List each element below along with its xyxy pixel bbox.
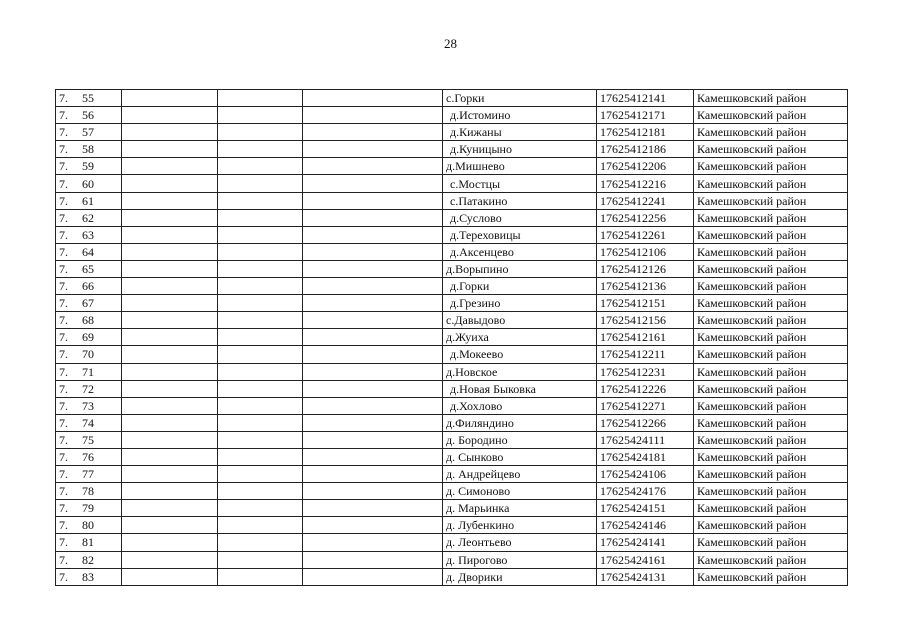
settlement-name: д.Куницыно bbox=[443, 141, 597, 158]
table-row bbox=[56, 158, 848, 175]
settlement-name: д.Ворыпино bbox=[443, 260, 597, 277]
empty-cell-1 bbox=[122, 107, 218, 124]
district-name: Камешковский район bbox=[694, 260, 848, 277]
row-number-cell bbox=[56, 278, 122, 295]
table-row bbox=[56, 90, 848, 107]
empty-cell-3 bbox=[303, 397, 443, 414]
table-row bbox=[56, 209, 848, 226]
row-number-cell bbox=[56, 534, 122, 551]
table-row bbox=[56, 243, 848, 260]
row-number: 55 bbox=[82, 91, 94, 106]
row-number: 83 bbox=[82, 569, 94, 584]
empty-cell-3 bbox=[303, 295, 443, 312]
settlement-name: д.Мишнево bbox=[443, 158, 597, 175]
settlement-name: д.Суслово bbox=[443, 209, 597, 226]
row-number-cell bbox=[56, 260, 122, 277]
settlement-name: д.Жуиха bbox=[443, 329, 597, 346]
table-row bbox=[56, 192, 848, 209]
settlement-name: д. Дворики bbox=[443, 568, 597, 585]
row-number: 65 bbox=[82, 261, 94, 276]
row-number-cell bbox=[56, 500, 122, 517]
district-name: Камешковский район bbox=[694, 534, 848, 551]
oktmo-code: 17625412226 bbox=[597, 380, 694, 397]
district-name: Камешковский район bbox=[694, 448, 848, 465]
row-number-cell bbox=[56, 380, 122, 397]
empty-cell-1 bbox=[122, 226, 218, 243]
row-number-cell bbox=[56, 329, 122, 346]
empty-cell-2 bbox=[218, 483, 303, 500]
table-row bbox=[56, 466, 848, 483]
row-number: 58 bbox=[82, 142, 94, 157]
table-row bbox=[56, 534, 848, 551]
row-section: 7. bbox=[59, 108, 68, 123]
row-number-cell bbox=[56, 414, 122, 431]
table-row bbox=[56, 551, 848, 568]
row-number-cell bbox=[56, 107, 122, 124]
row-section: 7. bbox=[59, 176, 68, 191]
row-section: 7. bbox=[59, 450, 68, 465]
settlement-name: д. Симоново bbox=[443, 483, 597, 500]
empty-cell-1 bbox=[122, 346, 218, 363]
empty-cell-1 bbox=[122, 363, 218, 380]
oktmo-code: 17625424106 bbox=[597, 466, 694, 483]
table-row bbox=[56, 500, 848, 517]
row-number: 63 bbox=[82, 227, 94, 242]
empty-cell-2 bbox=[218, 568, 303, 585]
row-number-cell bbox=[56, 209, 122, 226]
empty-cell-1 bbox=[122, 500, 218, 517]
row-section: 7. bbox=[59, 484, 68, 499]
settlement-name: с.Горки bbox=[443, 90, 597, 107]
empty-cell-1 bbox=[122, 397, 218, 414]
settlement-name: д.Мокеево bbox=[443, 346, 597, 363]
oktmo-code: 17625412141 bbox=[597, 90, 694, 107]
settlement-name: д.Хохлово bbox=[443, 397, 597, 414]
row-number: 61 bbox=[82, 193, 94, 208]
district-name: Камешковский район bbox=[694, 278, 848, 295]
district-name: Камешковский район bbox=[694, 431, 848, 448]
row-section: 7. bbox=[59, 125, 68, 140]
row-section: 7. bbox=[59, 244, 68, 259]
empty-cell-2 bbox=[218, 329, 303, 346]
empty-cell-3 bbox=[303, 380, 443, 397]
empty-cell-2 bbox=[218, 551, 303, 568]
row-number: 72 bbox=[82, 381, 94, 396]
empty-cell-3 bbox=[303, 243, 443, 260]
row-section: 7. bbox=[59, 518, 68, 533]
district-name: Камешковский район bbox=[694, 243, 848, 260]
row-section: 7. bbox=[59, 415, 68, 430]
district-name: Камешковский район bbox=[694, 107, 848, 124]
row-section: 7. bbox=[59, 193, 68, 208]
district-name: Камешковский район bbox=[694, 414, 848, 431]
empty-cell-2 bbox=[218, 534, 303, 551]
district-name: Камешковский район bbox=[694, 363, 848, 380]
settlement-name: д.Кижаны bbox=[443, 124, 597, 141]
table-body bbox=[56, 90, 848, 586]
empty-cell-1 bbox=[122, 517, 218, 534]
empty-cell-2 bbox=[218, 380, 303, 397]
row-section: 7. bbox=[59, 142, 68, 157]
district-name: Камешковский район bbox=[694, 226, 848, 243]
table-row bbox=[56, 483, 848, 500]
settlement-name: д. Леонтьево bbox=[443, 534, 597, 551]
settlement-name: с.Давыдово bbox=[443, 312, 597, 329]
table-row bbox=[56, 141, 848, 158]
table-row bbox=[56, 568, 848, 585]
empty-cell-1 bbox=[122, 141, 218, 158]
empty-cell-1 bbox=[122, 124, 218, 141]
empty-cell-2 bbox=[218, 243, 303, 260]
settlement-name: д. Пирогово bbox=[443, 551, 597, 568]
row-number-cell bbox=[56, 431, 122, 448]
district-name: Камешковский район bbox=[694, 397, 848, 414]
row-section: 7. bbox=[59, 432, 68, 447]
empty-cell-1 bbox=[122, 431, 218, 448]
empty-cell-3 bbox=[303, 551, 443, 568]
row-number-cell bbox=[56, 312, 122, 329]
oktmo-code: 17625412261 bbox=[597, 226, 694, 243]
row-section: 7. bbox=[59, 296, 68, 311]
district-name: Камешковский район bbox=[694, 551, 848, 568]
row-number: 68 bbox=[82, 313, 94, 328]
row-number-cell bbox=[56, 448, 122, 465]
empty-cell-3 bbox=[303, 534, 443, 551]
empty-cell-2 bbox=[218, 158, 303, 175]
oktmo-code: 17625412181 bbox=[597, 124, 694, 141]
table-row bbox=[56, 380, 848, 397]
settlement-name: д. Андрейцево bbox=[443, 466, 597, 483]
empty-cell-3 bbox=[303, 107, 443, 124]
row-number: 70 bbox=[82, 347, 94, 362]
page-number: 28 bbox=[444, 36, 457, 51]
oktmo-code: 17625424146 bbox=[597, 517, 694, 534]
empty-cell-1 bbox=[122, 551, 218, 568]
district-name: Камешковский район bbox=[694, 466, 848, 483]
oktmo-code: 17625412151 bbox=[597, 295, 694, 312]
empty-cell-2 bbox=[218, 209, 303, 226]
empty-cell-3 bbox=[303, 500, 443, 517]
settlement-name: д.Горки bbox=[443, 278, 597, 295]
row-number-cell bbox=[56, 141, 122, 158]
table-row bbox=[56, 329, 848, 346]
settlement-name: с.Мостцы bbox=[443, 175, 597, 192]
row-number-cell bbox=[56, 346, 122, 363]
empty-cell-3 bbox=[303, 346, 443, 363]
row-section: 7. bbox=[59, 159, 68, 174]
oktmo-code: 17625412156 bbox=[597, 312, 694, 329]
empty-cell-3 bbox=[303, 414, 443, 431]
empty-cell-1 bbox=[122, 568, 218, 585]
empty-cell-3 bbox=[303, 466, 443, 483]
row-number: 56 bbox=[82, 108, 94, 123]
row-section: 7. bbox=[59, 227, 68, 242]
district-name: Камешковский район bbox=[694, 158, 848, 175]
row-number-cell bbox=[56, 397, 122, 414]
row-section: 7. bbox=[59, 364, 68, 379]
row-section: 7. bbox=[59, 210, 68, 225]
empty-cell-2 bbox=[218, 107, 303, 124]
oktmo-code: 17625412186 bbox=[597, 141, 694, 158]
row-section: 7. bbox=[59, 279, 68, 294]
settlement-name: д. Бородино bbox=[443, 431, 597, 448]
oktmo-code: 17625412211 bbox=[597, 346, 694, 363]
empty-cell-1 bbox=[122, 483, 218, 500]
empty-cell-1 bbox=[122, 448, 218, 465]
row-number-cell bbox=[56, 295, 122, 312]
empty-cell-1 bbox=[122, 192, 218, 209]
row-number-cell bbox=[56, 551, 122, 568]
empty-cell-1 bbox=[122, 278, 218, 295]
row-number: 67 bbox=[82, 296, 94, 311]
oktmo-code: 17625424141 bbox=[597, 534, 694, 551]
oktmo-code: 17625412126 bbox=[597, 260, 694, 277]
settlement-name: д. Лубенкино bbox=[443, 517, 597, 534]
empty-cell-2 bbox=[218, 500, 303, 517]
empty-cell-1 bbox=[122, 209, 218, 226]
district-name: Камешковский район bbox=[694, 483, 848, 500]
settlement-name: д.Новая Быковка bbox=[443, 380, 597, 397]
settlement-name: д.Грезино bbox=[443, 295, 597, 312]
oktmo-code: 17625424131 bbox=[597, 568, 694, 585]
row-number-cell bbox=[56, 483, 122, 500]
settlement-name: д.Тереховицы bbox=[443, 226, 597, 243]
empty-cell-2 bbox=[218, 363, 303, 380]
empty-cell-2 bbox=[218, 346, 303, 363]
empty-cell-2 bbox=[218, 517, 303, 534]
table-row bbox=[56, 295, 848, 312]
row-number: 60 bbox=[82, 176, 94, 191]
row-number: 74 bbox=[82, 415, 94, 430]
row-number: 80 bbox=[82, 518, 94, 533]
row-number-cell bbox=[56, 124, 122, 141]
empty-cell-2 bbox=[218, 278, 303, 295]
oktmo-code: 17625412161 bbox=[597, 329, 694, 346]
empty-cell-3 bbox=[303, 483, 443, 500]
row-number: 64 bbox=[82, 244, 94, 259]
oktmo-code: 17625412231 bbox=[597, 363, 694, 380]
table-row bbox=[56, 363, 848, 380]
empty-cell-3 bbox=[303, 175, 443, 192]
row-section: 7. bbox=[59, 552, 68, 567]
empty-cell-2 bbox=[218, 192, 303, 209]
empty-cell-3 bbox=[303, 226, 443, 243]
empty-cell-3 bbox=[303, 260, 443, 277]
table-row bbox=[56, 278, 848, 295]
settlement-name: с.Патакино bbox=[443, 192, 597, 209]
row-number-cell bbox=[56, 175, 122, 192]
oktmo-code: 17625424111 bbox=[597, 431, 694, 448]
row-number-cell bbox=[56, 568, 122, 585]
empty-cell-1 bbox=[122, 295, 218, 312]
empty-cell-1 bbox=[122, 243, 218, 260]
settlement-name: д.Филяндино bbox=[443, 414, 597, 431]
empty-cell-2 bbox=[218, 295, 303, 312]
row-number-cell bbox=[56, 226, 122, 243]
row-number-cell bbox=[56, 90, 122, 107]
table-row bbox=[56, 397, 848, 414]
row-number-cell bbox=[56, 158, 122, 175]
row-number: 82 bbox=[82, 552, 94, 567]
district-name: Камешковский район bbox=[694, 517, 848, 534]
empty-cell-3 bbox=[303, 141, 443, 158]
district-name: Камешковский район bbox=[694, 124, 848, 141]
row-number: 62 bbox=[82, 210, 94, 225]
empty-cell-3 bbox=[303, 278, 443, 295]
table-row bbox=[56, 448, 848, 465]
row-number: 75 bbox=[82, 432, 94, 447]
empty-cell-2 bbox=[218, 431, 303, 448]
row-number-cell bbox=[56, 466, 122, 483]
oktmo-code: 17625412216 bbox=[597, 175, 694, 192]
table-row bbox=[56, 517, 848, 534]
settlement-name: д.Истомино bbox=[443, 107, 597, 124]
table-row bbox=[56, 414, 848, 431]
district-name: Камешковский район bbox=[694, 329, 848, 346]
row-section: 7. bbox=[59, 381, 68, 396]
empty-cell-1 bbox=[122, 260, 218, 277]
oktmo-code: 17625412266 bbox=[597, 414, 694, 431]
row-number: 73 bbox=[82, 398, 94, 413]
empty-cell-1 bbox=[122, 312, 218, 329]
district-name: Камешковский район bbox=[694, 568, 848, 585]
oktmo-code: 17625412171 bbox=[597, 107, 694, 124]
district-name: Камешковский район bbox=[694, 90, 848, 107]
table-row bbox=[56, 312, 848, 329]
oktmo-code: 17625412206 bbox=[597, 158, 694, 175]
table-row bbox=[56, 431, 848, 448]
row-number: 57 bbox=[82, 125, 94, 140]
row-section: 7. bbox=[59, 330, 68, 345]
row-section: 7. bbox=[59, 313, 68, 328]
empty-cell-3 bbox=[303, 90, 443, 107]
empty-cell-2 bbox=[218, 466, 303, 483]
empty-cell-3 bbox=[303, 517, 443, 534]
row-number-cell bbox=[56, 192, 122, 209]
empty-cell-1 bbox=[122, 329, 218, 346]
row-section: 7. bbox=[59, 398, 68, 413]
table-row bbox=[56, 226, 848, 243]
empty-cell-2 bbox=[218, 141, 303, 158]
district-name: Камешковский район bbox=[694, 380, 848, 397]
empty-cell-1 bbox=[122, 414, 218, 431]
empty-cell-2 bbox=[218, 397, 303, 414]
row-number-cell bbox=[56, 243, 122, 260]
row-number: 59 bbox=[82, 159, 94, 174]
row-number: 78 bbox=[82, 484, 94, 499]
table-row bbox=[56, 260, 848, 277]
settlement-name: д.Новское bbox=[443, 363, 597, 380]
row-number: 76 bbox=[82, 450, 94, 465]
empty-cell-2 bbox=[218, 312, 303, 329]
empty-cell-1 bbox=[122, 466, 218, 483]
district-name: Камешковский район bbox=[694, 312, 848, 329]
oktmo-code: 17625412136 bbox=[597, 278, 694, 295]
empty-cell-3 bbox=[303, 312, 443, 329]
oktmo-code: 17625412271 bbox=[597, 397, 694, 414]
row-section: 7. bbox=[59, 91, 68, 106]
row-number-cell bbox=[56, 517, 122, 534]
table-row bbox=[56, 346, 848, 363]
row-section: 7. bbox=[59, 501, 68, 516]
empty-cell-2 bbox=[218, 90, 303, 107]
empty-cell-3 bbox=[303, 363, 443, 380]
empty-cell-2 bbox=[218, 260, 303, 277]
settlements-table bbox=[55, 89, 848, 586]
table-row bbox=[56, 124, 848, 141]
empty-cell-3 bbox=[303, 568, 443, 585]
district-name: Камешковский район bbox=[694, 141, 848, 158]
empty-cell-3 bbox=[303, 431, 443, 448]
settlement-name: д. Марьинка bbox=[443, 500, 597, 517]
row-number: 81 bbox=[82, 535, 94, 550]
empty-cell-1 bbox=[122, 90, 218, 107]
oktmo-code: 17625424161 bbox=[597, 551, 694, 568]
district-name: Камешковский район bbox=[694, 209, 848, 226]
row-section: 7. bbox=[59, 569, 68, 584]
district-name: Камешковский район bbox=[694, 295, 848, 312]
empty-cell-3 bbox=[303, 158, 443, 175]
settlement-name: д.Аксенцево bbox=[443, 243, 597, 260]
empty-cell-1 bbox=[122, 175, 218, 192]
empty-cell-3 bbox=[303, 209, 443, 226]
oktmo-code: 17625412241 bbox=[597, 192, 694, 209]
empty-cell-2 bbox=[218, 448, 303, 465]
empty-cell-1 bbox=[122, 534, 218, 551]
row-section: 7. bbox=[59, 467, 68, 482]
row-number: 69 bbox=[82, 330, 94, 345]
table-row bbox=[56, 107, 848, 124]
district-name: Камешковский район bbox=[694, 346, 848, 363]
row-section: 7. bbox=[59, 261, 68, 276]
district-name: Камешковский район bbox=[694, 175, 848, 192]
empty-cell-2 bbox=[218, 175, 303, 192]
row-number: 79 bbox=[82, 501, 94, 516]
empty-cell-3 bbox=[303, 124, 443, 141]
oktmo-code: 17625424151 bbox=[597, 500, 694, 517]
empty-cell-3 bbox=[303, 448, 443, 465]
settlement-name: д. Сынково bbox=[443, 448, 597, 465]
oktmo-code: 17625412256 bbox=[597, 209, 694, 226]
oktmo-code: 17625424176 bbox=[597, 483, 694, 500]
table-row bbox=[56, 175, 848, 192]
district-name: Камешковский район bbox=[694, 192, 848, 209]
empty-cell-1 bbox=[122, 380, 218, 397]
empty-cell-3 bbox=[303, 329, 443, 346]
row-number: 66 bbox=[82, 279, 94, 294]
empty-cell-2 bbox=[218, 414, 303, 431]
row-number-cell bbox=[56, 363, 122, 380]
oktmo-code: 17625424181 bbox=[597, 448, 694, 465]
row-number: 77 bbox=[82, 467, 94, 482]
row-number: 71 bbox=[82, 364, 94, 379]
district-name: Камешковский район bbox=[694, 500, 848, 517]
oktmo-code: 17625412106 bbox=[597, 243, 694, 260]
empty-cell-2 bbox=[218, 124, 303, 141]
empty-cell-2 bbox=[218, 226, 303, 243]
row-section: 7. bbox=[59, 347, 68, 362]
empty-cell-1 bbox=[122, 158, 218, 175]
row-section: 7. bbox=[59, 535, 68, 550]
empty-cell-3 bbox=[303, 192, 443, 209]
